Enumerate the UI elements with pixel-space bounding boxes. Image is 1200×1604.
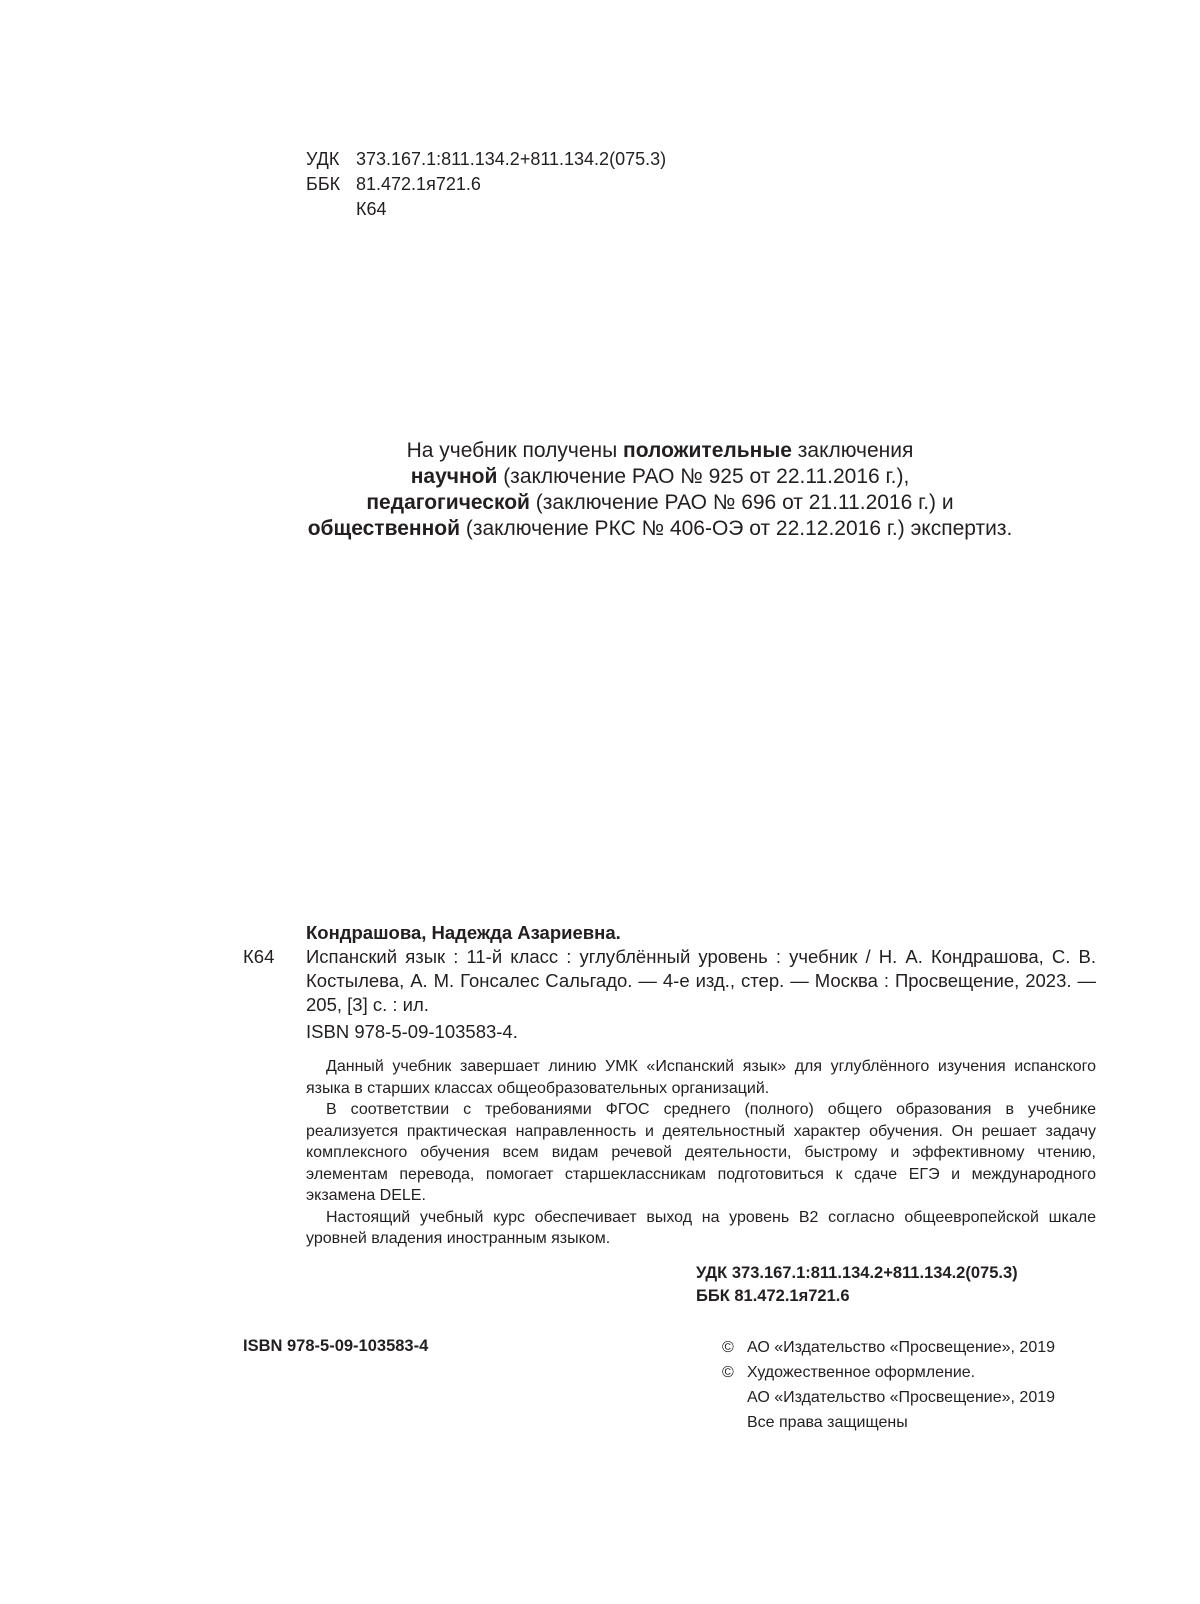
copyright-line-3: АО «Издательство «Просвещение», 2019 [747, 1389, 1056, 1406]
rights-reserved: Все права защищены [747, 1414, 908, 1431]
classification-top [306, 147, 666, 222]
udk-label: УДК [306, 149, 340, 169]
bibliographic-description: Испанский язык : 11-й класс : углублённый уровень : учебник / Н. А. Кондрашова, С. В. Костылева, А. М. Гонсалес Сальгадо. — 4-е изд., стер. — Москва : Просвещение, 2023. — 205, [3] с. : ил. [306, 946, 1096, 1015]
udk-value: 373.167.1:811.134.2+811.134.2(075.3) [356, 149, 667, 169]
reviews-line-3: педагогической (заключение РАО № 696 от 21.11.2016 г.) и [366, 491, 954, 514]
isbn-bottom: ISBN 978-5-09-103583-4 [243, 1337, 429, 1355]
annotation-paragraph: В соответствии с требованиями ФГОС среднего (полного) общего образования в учебнике реализуется практическая направленность и деятельностный характер обучения. Он решает задачу комплексного обучения всем видам речевой деятельности, быстрому и эффективному чтению, элементам перевода, помогает старшеклассникам подготовиться к сдаче ЕГЭ и международного экзамена DELE. [306, 1101, 1096, 1204]
copyright-block [722, 1335, 1055, 1435]
copyright-line-1: © АО «Издательство «Просвещение», 2019 [722, 1335, 1055, 1360]
author-heading: Кондрашова, Надежда Азариевна. [306, 922, 621, 943]
copyright-line-2: © Художественное оформление. [722, 1360, 1055, 1385]
annotation [306, 1056, 1096, 1250]
cutter-mark: К64 [243, 946, 275, 967]
cutter-mark-top: К64 [356, 199, 387, 219]
bibliographic-entry [243, 945, 1096, 1017]
copyright-symbol: © [722, 1364, 734, 1381]
reviews-line-2: научной (заключение РАО № 925 от 22.11.2016 г.), [410, 465, 910, 488]
bbk-bottom: ББК 81.472.1я721.6 [696, 1287, 850, 1305]
annotation-paragraph: Настоящий учебный курс обеспечивает выход на уровень В2 согласно общеевропейской шкале уровней владения иностранным языком. [306, 1208, 1096, 1247]
udk-row-top [306, 147, 666, 172]
reviews-line-4: общественной (заключение РКС № 406-ОЭ от 22.12.2016 г.) экспертиз. [307, 517, 1013, 540]
bbk-label: ББК [306, 174, 341, 194]
reviews-statement [220, 438, 1100, 542]
bbk-value: 81.472.1я721.6 [356, 174, 481, 194]
copyright-symbol: © [722, 1339, 734, 1356]
udk-bottom: УДК 373.167.1:811.134.2+811.134.2(075.3) [696, 1264, 1018, 1282]
annotation-paragraph: Данный учебник завершает линию УМК «Испанский язык» для углублённого изучения испанского языка в старших классах общеобразовательных организаций. [306, 1058, 1096, 1097]
isbn-record: ISBN 978-5-09-103583-4. [306, 1021, 518, 1042]
classification-bottom [696, 1262, 1018, 1308]
bibliographic-record [243, 921, 1096, 1250]
reviews-line-1: На учебник получены положительные заключения [406, 439, 914, 462]
cutter-row-top [306, 197, 666, 222]
bbk-row-top [306, 172, 666, 197]
